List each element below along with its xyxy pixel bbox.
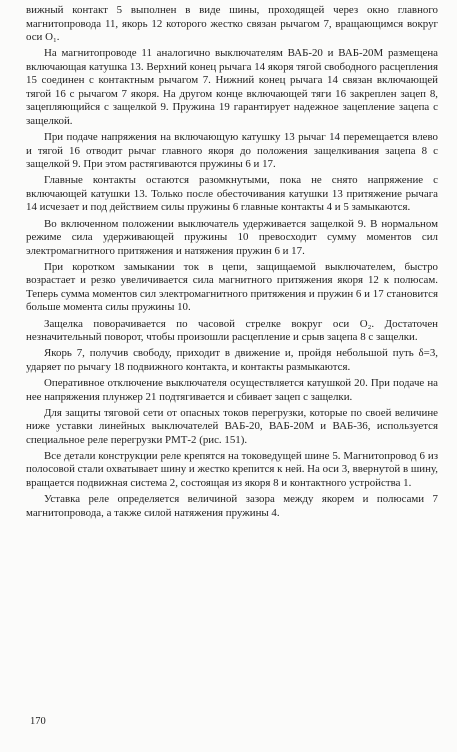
paragraph: Якорь 7, получив свободу, приходит в движение и, пройдя небольшой путь δ=3, ударяет по рычагу 18 подвижного контакта, и контакты размыкаются. bbox=[26, 347, 438, 373]
paragraph: Защелка поворачивается по часовой стрелке вокруг оси O₂. Достаточен незначительный поворот, чтобы произошли расцепление и срыв зацепа 8 с защелки. bbox=[26, 317, 438, 344]
paragraph: вижный контакт 5 выполнен в виде шины, проходящей через окно главного магнитопровода 11, якорь 12 которого жестко связан рычагом 7, вращающимся вокруг оси O₁. bbox=[26, 4, 438, 44]
paragraph: При коротком замыкании ток в цепи, защищаемой выключателем, быстро возрастает и резко увеличивается сила магнитного притяжения якоря 12 к полюсам. Теперь сумма моментов сил электромагнитного притяжения и пружин 6 и 17 становится больше момента силы пружины 10. bbox=[26, 260, 438, 314]
paragraph: На магнитопроводе 11 аналогично выключателям ВАБ-20 и ВАБ-20М размещена включающая катушка 13. Верхний конец рычага 14 якоря тягой свободного расцепления 15 соединен с контактным рычагом 7. Нижний конец рычага 14 связан включающей тягой 16 с рычагом 7 якоря. На другом конце включающей тяги 16 закреплен зацеп 8, зацепляющийся с защелкой 9. Пружина 19 гарантирует надежное зацепление зацепа с защелкой. bbox=[26, 47, 438, 127]
body-text bbox=[26, 4, 438, 520]
paragraph: Все детали конструкции реле крепятся на токоведущей шине 5. Магнитопровод 6 из полосовой стали охватывает шину и жестко крепится к ней. На оси 3, ввернутой в шину, вращается подвижная система 2, состоящая из якоря 8 и контактного устройства 1. bbox=[26, 449, 438, 489]
paragraph: При подаче напряжения на включающую катушку 13 рычаг 14 перемещается влево и тягой 16 отводит рычаг главного якоря до положения защелкивания зацепа 8 с защелкой 9. При этом растягиваются пружины 6 и 17. bbox=[26, 131, 438, 171]
paragraph: Для защиты тяговой сети от опасных токов перегрузки, которые по своей величине ниже уставки линейных выключателей ВАБ-20, ВАБ-20М и ВАБ-36, используется специальное реле перегрузки РМТ-2 (рис. 151). bbox=[26, 406, 438, 446]
paragraph: Уставка реле определяется величиной зазора между якорем и полюсами 7 магнитопровода, а также силой натяжения пружины 4. bbox=[26, 493, 438, 519]
paragraph: Главные контакты остаются разомкнутыми, пока не снято напряжение с включающей катушки 13. Только после обесточивания катушки 13 притяжение рычага 14 исчезает и под действием силы пружины 6 главные контакты 4 и 5 замыкаются. bbox=[26, 174, 438, 214]
paragraph: Во включенном положении выключатель удерживается защелкой 9. В нормальном режиме сила удерживающей пружины 10 превосходит сумму моментов сил электромагнитного притяжения и натяжения пружин 6 и 17. bbox=[26, 217, 438, 257]
paragraph: Оперативное отключение выключателя осуществляется катушкой 20. При подаче на нее напряжения плунжер 21 подтягивается и сбивает зацеп с защелки. bbox=[26, 376, 438, 403]
page-number: 170 bbox=[30, 716, 46, 727]
